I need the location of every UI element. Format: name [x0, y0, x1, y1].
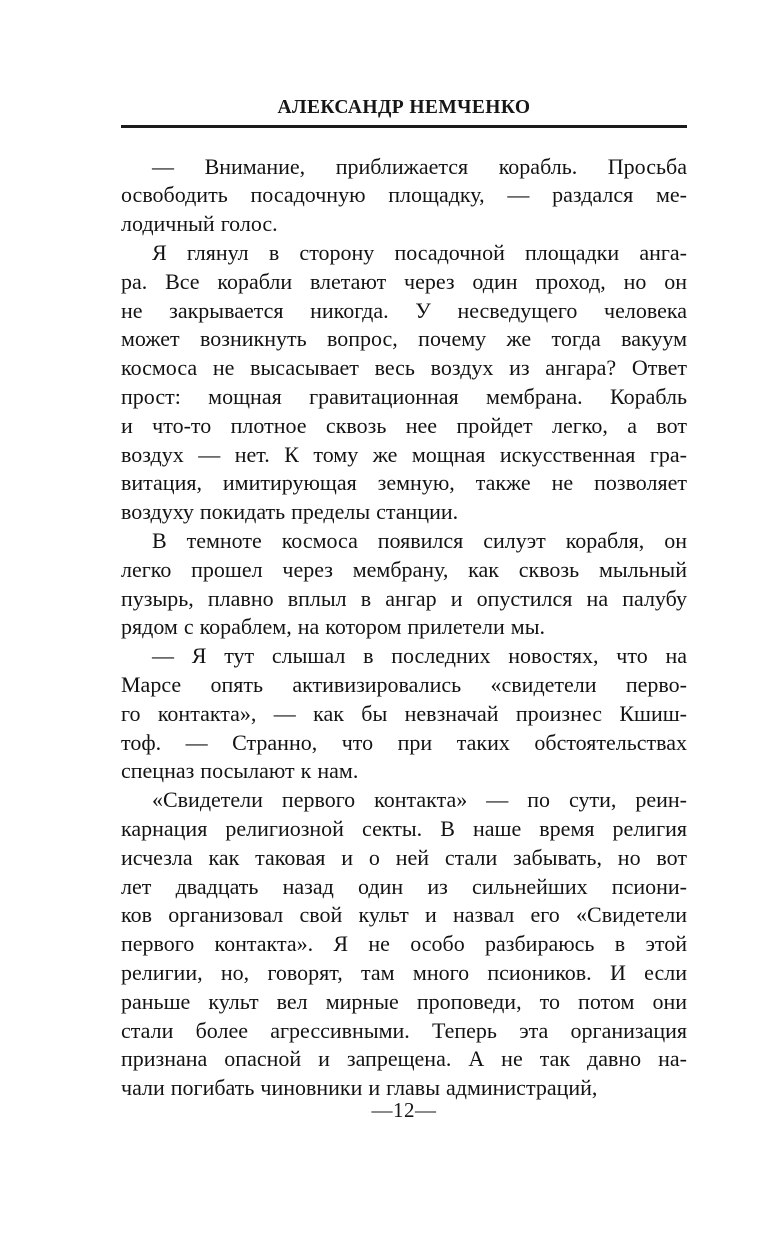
text-line: витация, имитирующая земную, также не позволяет [121, 470, 687, 496]
text-line: рядом с кораблем, на котором прилетели мы. [121, 614, 545, 640]
text-line: воздух — нет. К тому же мощная искусственная гра- [121, 441, 687, 467]
paragraph [121, 786, 687, 1103]
running-head-author: АЛЕКСАНДР НЕМЧЕНКО [277, 97, 531, 118]
text-line: ков организовал свой культ и назвал его «Свидетели [121, 902, 687, 928]
text-line: легко прошел через мембрану, как сквозь мыльный [121, 556, 687, 582]
page-content [121, 97, 687, 1103]
text-line: прост: мощная гравитационная мембрана. Корабль [121, 383, 687, 409]
body-text [121, 153, 687, 1103]
text-line: лодичный голос. [121, 211, 278, 237]
text-line: — Внимание, приближается корабль. Просьба [152, 153, 687, 179]
text-line: первого контакта». Я не особо разбираюсь в этой [121, 931, 687, 957]
text-line: не закрывается никогда. У несведущего человека [121, 297, 687, 323]
text-line: пузырь, плавно вплыл в ангар и опустился на палубу [121, 585, 687, 611]
text-line: го контакта», — как бы невзначай произнес Кшиш- [121, 700, 687, 726]
text-line: исчезла как таковая и о ней стали забывать, но вот [121, 844, 687, 870]
text-line: карнация религиозной секты. В наше время религия [121, 815, 687, 841]
text-line: В темноте космоса появился силуэт корабля, он [152, 527, 687, 553]
text-line: ра. Все корабли влетают через один проход, но он [121, 268, 687, 294]
paragraph [121, 153, 687, 239]
paragraph [121, 642, 687, 786]
text-line: лет двадцать назад один из сильнейших псиони- [121, 873, 687, 899]
text-line: Марсе опять активизировались «свидетели перво- [121, 671, 687, 697]
header-rule [121, 125, 687, 128]
text-line: космоса не высасывает весь воздух из ангара? Ответ [121, 355, 687, 381]
text-line: освободить посадочную площадку, — раздался ме- [121, 182, 687, 208]
text-line: признана опасной и запрещена. А не так давно на- [121, 1046, 687, 1072]
text-line: религии, но, говорят, там много псиоников. И если [121, 959, 687, 985]
text-line: воздуху покидать пределы станции. [121, 499, 459, 525]
text-line: спецназ посылают к нам. [121, 758, 359, 784]
text-line: чали погибать чиновники и главы администраций, [121, 1075, 598, 1101]
text-line: — Я тут слышал в последних новостях, что на [152, 643, 687, 669]
text-line: раньше культ вел мирные проповеди, то потом они [121, 988, 687, 1014]
text-line: стали более агрессивными. Теперь эта организация [121, 1017, 687, 1043]
text-line: и что-то плотное сквозь нее пройдет легко, а вот [121, 412, 687, 438]
paragraph [121, 527, 687, 642]
paragraph [121, 239, 687, 527]
text-line: «Свидетели первого контакта» — по сути, реин- [152, 787, 687, 813]
page-number: —12— [371, 1098, 437, 1122]
text-line: Я глянул в сторону посадочной площадки анга- [152, 239, 687, 265]
text-line: может возникнуть вопрос, почему же тогда вакуум [121, 326, 687, 352]
text-line: тоф. — Странно, что при таких обстоятельствах [121, 729, 687, 755]
